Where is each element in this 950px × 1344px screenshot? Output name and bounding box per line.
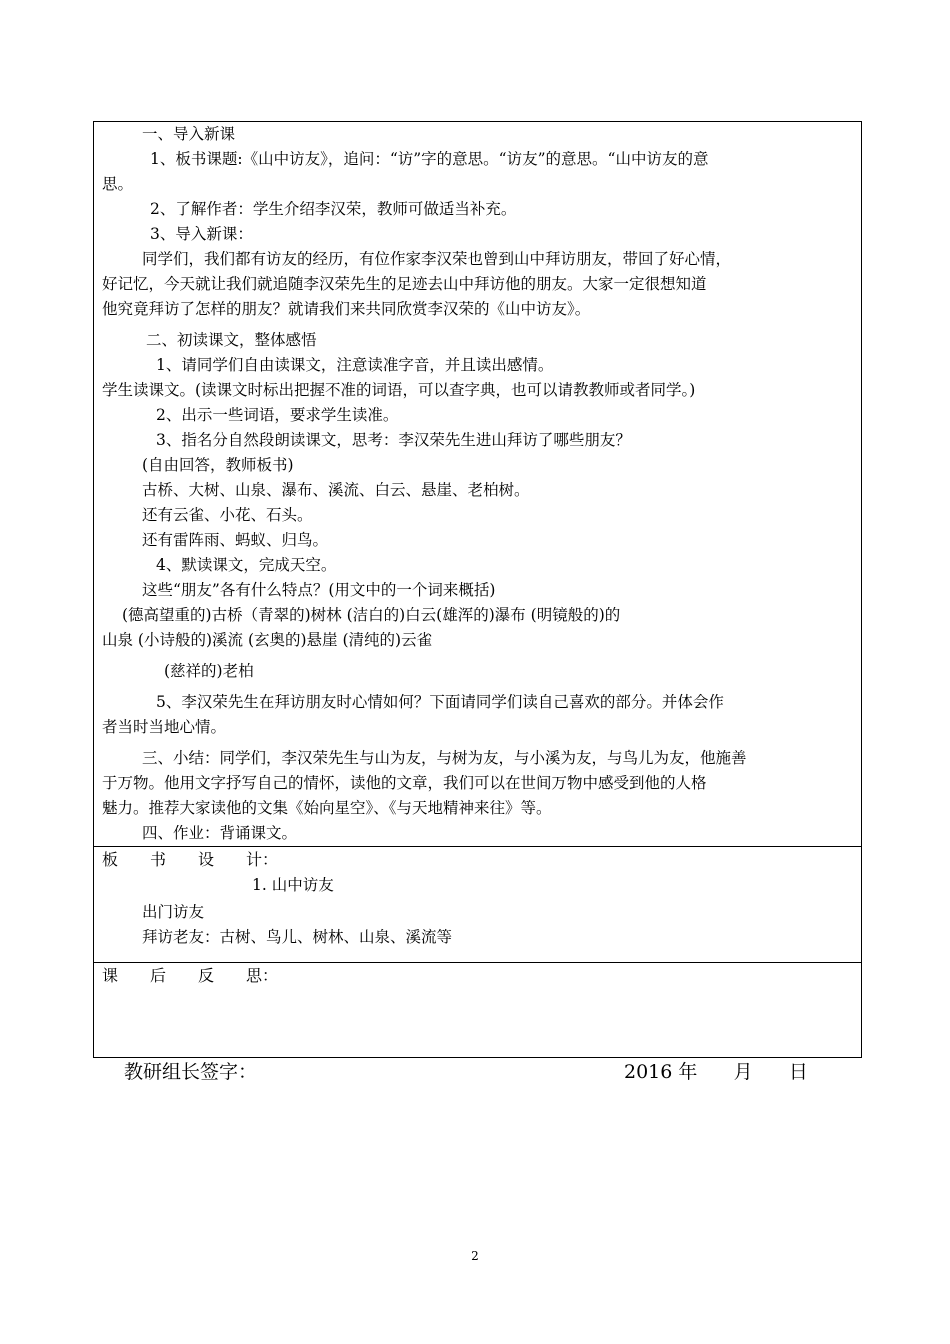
text-line: (德高望重的)古桥（青翠的)树林 (洁白的)白云(雄浑的)瀑布 (明镜般的)的 <box>122 606 621 624</box>
board-design-cell <box>94 847 861 963</box>
text-line: 还有云雀、小花、石头。 <box>142 506 313 524</box>
text-line: 2、了解作者：学生介绍李汉荣，教师可做适当补充。 <box>150 200 517 218</box>
text-line: 好记忆，今天就让我们就追随李汉荣先生的足迹去山中拜访他的朋友。大家一定很想知道 <box>102 275 707 293</box>
board-design-heading: 板 书 设 计： <box>102 850 279 869</box>
text-line: 1、板书课题:《山中访友》，追问：“访”字的意思。“访友”的意思。“山中访友的意 <box>150 150 709 168</box>
reflection-heading: 课 后 反 思： <box>102 966 279 985</box>
text-line: 于万物。他用文字抒写自己的情怀，读他的文章，我们可以在世间万物中感受到他的人格 <box>102 774 707 792</box>
text-line: 古桥、大树、山泉、瀑布、溪流、白云、悬崖、老柏树。 <box>142 481 530 499</box>
text-line: (慈祥的)老柏 <box>164 662 254 680</box>
text-line: 这些“朋友”各有什么特点？(用文中的一个词来概括) <box>142 581 496 599</box>
text-line: 一、导入新课 <box>142 125 236 143</box>
lesson-table <box>93 121 862 1058</box>
board-line: 拜访老友：古树、鸟儿、树林、山泉、溪流等 <box>142 928 453 946</box>
reflection-cell <box>94 963 861 1057</box>
page-number: 2 <box>471 1249 479 1263</box>
text-line: 山泉 (小诗般的)溪流 (玄奥的)悬崖 (清纯的)云雀 <box>102 631 433 649</box>
text-line: 2、出示一些词语，要求学生读准。 <box>156 406 399 424</box>
text-line: 四、作业：背诵课文。 <box>142 824 298 842</box>
text-line: 他究竟拜访了怎样的朋友？就请我们来共同欣赏李汉荣的《山中访友》。 <box>102 300 591 318</box>
text-line: 3、导入新课： <box>150 225 253 243</box>
text-line: 3、指名分自然段朗读课文，思考：李汉荣先生进山拜访了哪些朋友？ <box>156 431 631 449</box>
text-line: 同学们，我们都有访友的经历，有位作家李汉荣也曾到山中拜访朋友，带回了好心情， <box>142 250 732 268</box>
date-text: 2016 年 月 日 <box>624 1061 808 1083</box>
text-line: 1、请同学们自由读课文，注意读准字音，并且读出感情。 <box>156 356 554 374</box>
text-line: 思。 <box>102 175 134 193</box>
text-line: 魅力。推荐大家读他的文集《始向星空》、《与天地精神来往》等。 <box>102 799 552 817</box>
board-title: 1. 山中访友 <box>252 876 334 894</box>
text-line: 学生读课文。(读课文时标出把握不准的词语，可以查字典，也可以请教教师或者同学。) <box>102 381 696 399</box>
text-line: 三、小结：同学们，李汉荣先生与山为友，与树为友，与小溪为友，与鸟儿为友，他施善 <box>142 749 747 767</box>
text-line: (自由回答，教师板书) <box>142 456 294 474</box>
sign-label: 教研组长签字： <box>124 1061 258 1083</box>
teaching-process-cell <box>94 122 861 847</box>
text-line: 4、默读课文，完成天空。 <box>156 556 337 574</box>
text-line: 5、李汉荣先生在拜访朋友时心情如何？下面请同学们读自己喜欢的部分。并体会作 <box>156 693 724 711</box>
section-heading: 二、初读课文，整体感悟 <box>146 331 317 349</box>
text-line: 还有雷阵雨、蚂蚁、归鸟。 <box>142 531 329 549</box>
text-line: 者当时当地心情。 <box>102 718 227 736</box>
board-line: 出门访友 <box>142 903 205 921</box>
